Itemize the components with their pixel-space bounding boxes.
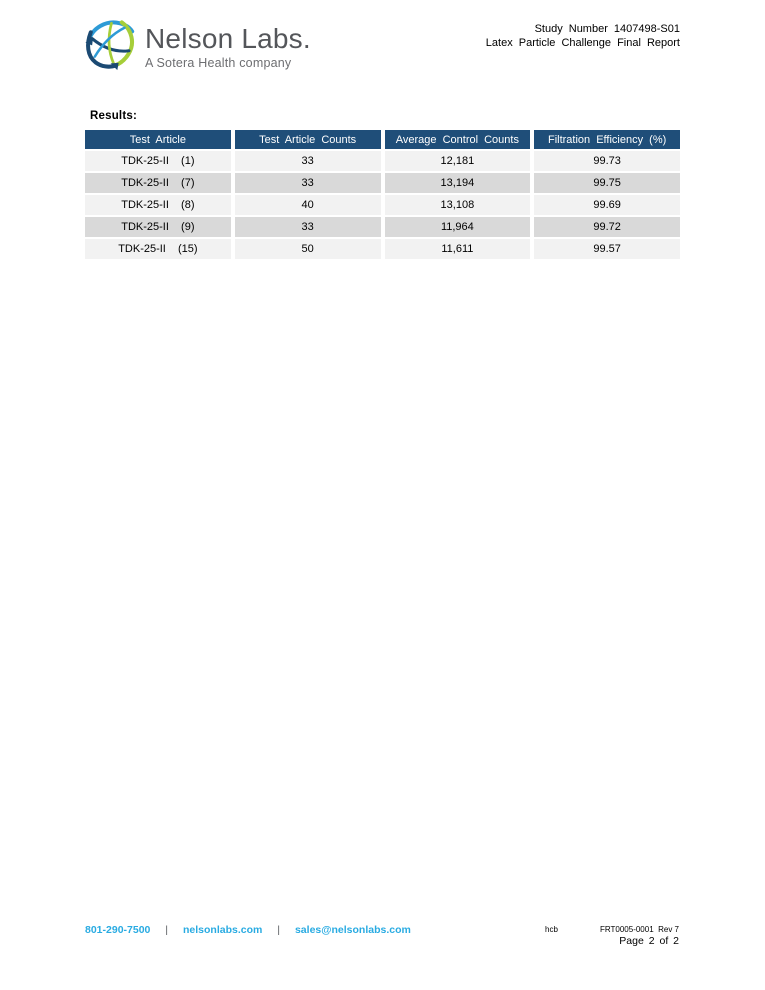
- table-cell: TDK-25-II (7): [85, 173, 231, 193]
- logo-tagline-text: A Sotera Health company: [145, 56, 292, 70]
- footer-separator: |: [165, 924, 168, 936]
- footer-email-link[interactable]: sales@nelsonlabs.com: [294, 924, 411, 936]
- table-cell: 11,964: [385, 217, 531, 237]
- footer-page-number: Page 2 of 2: [619, 935, 679, 947]
- table-cell: 33: [235, 217, 381, 237]
- study-number-line: Study Number 1407498-S01: [534, 23, 680, 35]
- nelson-labs-logo: [84, 16, 311, 72]
- report-title-line: Latex Particle Challenge Final Report: [485, 37, 680, 49]
- table-cell: TDK-25-II (1): [85, 151, 231, 171]
- results-heading: Results:: [90, 110, 137, 122]
- footer-contact-links: [85, 924, 411, 936]
- footer-phone-link[interactable]: 801-290-7500: [85, 924, 151, 936]
- study-info-block: [486, 22, 680, 50]
- table-cell: TDK-25-II (15): [85, 239, 231, 259]
- footer-separator: |: [277, 924, 280, 936]
- table-cell: 99.69: [534, 195, 680, 215]
- table-cell: 99.75: [534, 173, 680, 193]
- table-cell: TDK-25-II (8): [85, 195, 231, 215]
- column-header-filtration-efficiency: Filtration Efficiency (%): [534, 130, 680, 149]
- table-cell: 99.73: [534, 151, 680, 171]
- column-header-test-article: Test Article: [85, 130, 231, 149]
- footer-document-number: FRT0005-0001 Rev 7: [599, 925, 679, 934]
- table-cell: 13,108: [385, 195, 531, 215]
- table-cell: 99.72: [534, 217, 680, 237]
- table-cell: 40: [235, 195, 381, 215]
- table-cell: 99.57: [534, 239, 680, 259]
- logo-brand-text: Nelson Labs.: [145, 23, 311, 54]
- column-header-test-article-counts: Test Article Counts: [235, 130, 381, 149]
- footer-initials: hcb: [545, 925, 558, 934]
- logo-text-block: [145, 16, 311, 70]
- table-cell: 33: [235, 151, 381, 171]
- table-cell: 33: [235, 173, 381, 193]
- footer-website-link[interactable]: nelsonlabs.com: [183, 924, 263, 936]
- table-cell: 13,194: [385, 173, 531, 193]
- table-cell: 50: [235, 239, 381, 259]
- results-table: [85, 130, 680, 259]
- table-cell: TDK-25-II (9): [85, 217, 231, 237]
- nelson-labs-globe-icon: [84, 16, 138, 72]
- table-cell: 12,181: [385, 151, 531, 171]
- column-header-average-control-counts: Average Control Counts: [385, 130, 531, 149]
- table-cell: 11,611: [385, 239, 531, 259]
